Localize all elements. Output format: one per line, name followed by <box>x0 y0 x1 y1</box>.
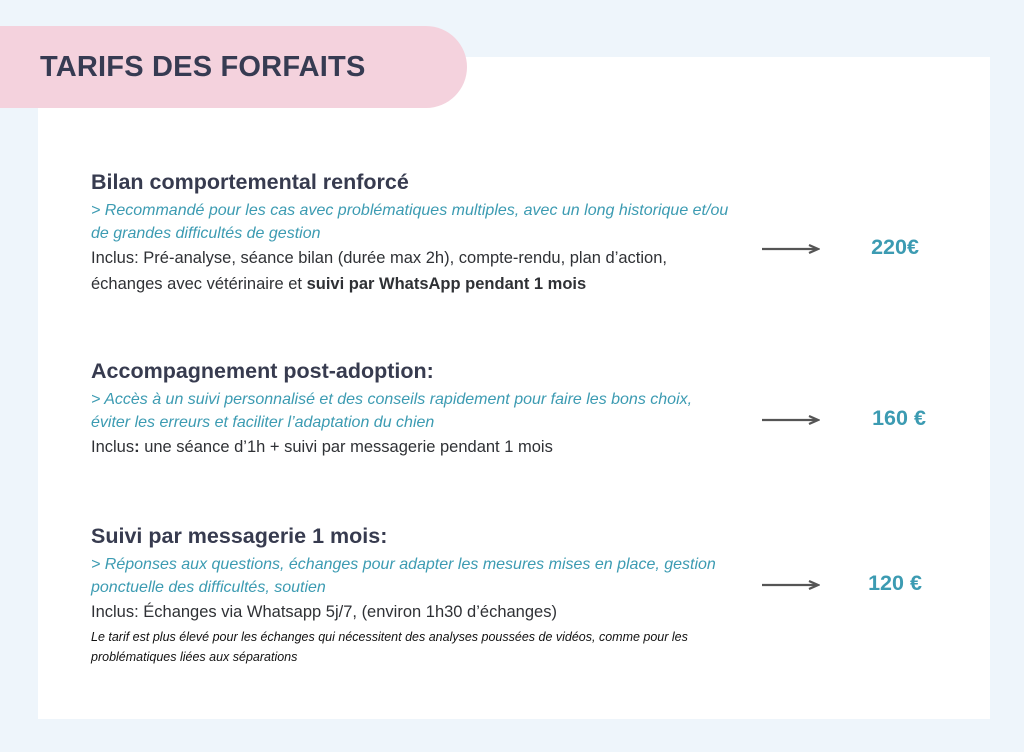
offer-description: > Accès à un suivi personnalisé et des conseils rapidement pour faire les bons choix, éviter les erreurs et faciliter l’adaptation du chien <box>91 391 693 431</box>
long-right-arrow-icon <box>762 244 820 254</box>
offer-included-text: une séance d’1h + suivi par messagerie pendant 1 mois <box>139 438 553 456</box>
offer-included-text: Inclus: Pré-analyse, séance bilan (durée max 2h), compte-rendu, plan d’action, échanges avec vétérinaire et <box>91 249 667 293</box>
long-right-arrow-icon <box>762 415 820 425</box>
offer-included <box>91 245 731 297</box>
offer-bilan <box>91 170 731 297</box>
page-title: TARIFS DES FORFAITS <box>40 50 366 83</box>
offer-price: 160 € <box>872 406 926 430</box>
offer-title: Suivi par messagerie 1 mois: <box>91 524 388 548</box>
offer-post-adoption <box>91 359 731 460</box>
offer-included-colon: : <box>134 438 140 456</box>
offer-description: > Recommandé pour les cas avec problématiques multiples, avec un long historique et/ou de grandes difficultés de gestion <box>91 202 729 242</box>
offer-included <box>91 434 731 460</box>
offer-included-label: Inclus <box>91 438 135 456</box>
offer-price: 120 € <box>868 571 922 595</box>
offer-description: > Réponses aux questions, échanges pour adapter les mesures mises en place, gestion ponctuelle des difficultés, soutien <box>91 556 716 596</box>
offer-title: Bilan comportemental renforcé <box>91 170 409 194</box>
offer-title: Accompagnement post-adoption: <box>91 359 434 383</box>
offer-note: Le tarif est plus élevé pour les échanges qui nécessitent des analyses poussées de vidéos, comme pour les problématiques liées aux séparations <box>91 630 688 664</box>
title-banner <box>0 26 467 108</box>
offer-price: 220€ <box>871 235 919 259</box>
long-right-arrow-icon <box>762 580 820 590</box>
offer-messagerie <box>91 524 731 667</box>
offer-included: Inclus: Échanges via Whatsapp 5j/7, (environ 1h30 d’échanges) <box>91 603 557 621</box>
offer-included-highlight: suivi par WhatsApp pendant 1 mois <box>306 275 587 293</box>
